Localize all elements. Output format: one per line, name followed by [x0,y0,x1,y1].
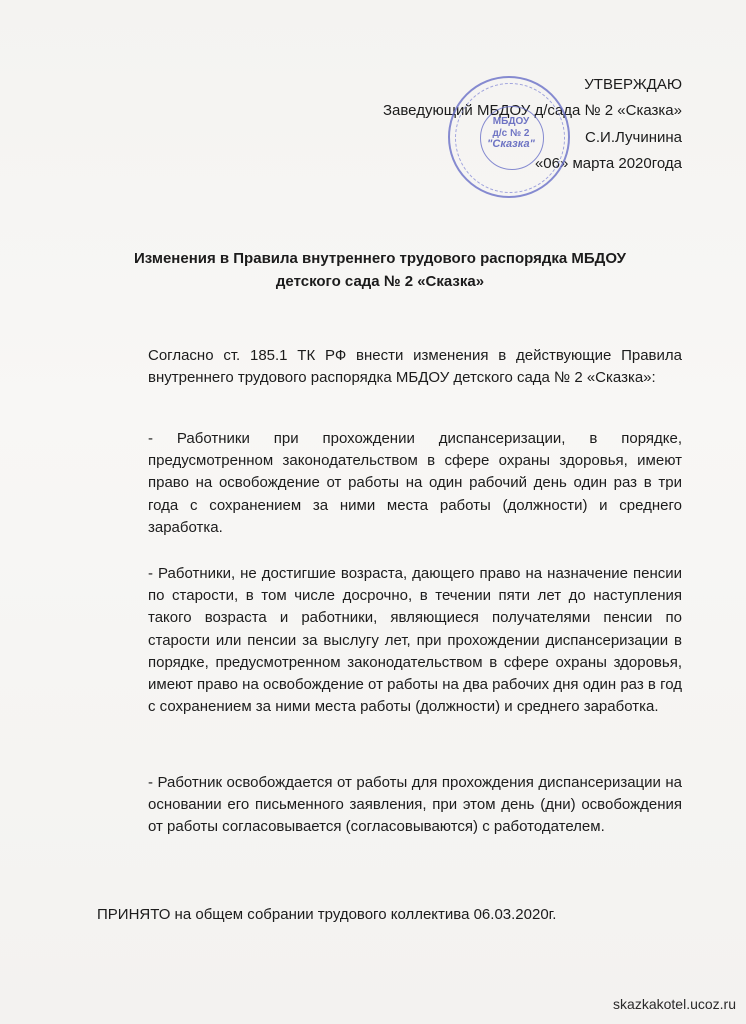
paragraph-item-3: - Работник освобождается от работы для прохождения диспансеризации на основании его письменного заявления, при этом день (дни) освобождения от работы согласовывается (согласовываются) с работодателем. [148,774,682,836]
stamp-school-name: "Сказка" [487,138,535,150]
document-title: Изменения в Правила внутреннего трудового распорядка МБДОУ детского сада № 2 «Сказка» [133,250,626,291]
approval-heading: УТВЕРЖДАЮ [584,76,682,93]
paragraph-intro: Согласно ст. 185.1 ТК РФ внести изменения в действующие Правила внутреннего трудового распорядка МБДОУ детского сада № 2 «Сказка»: [148,347,682,387]
official-stamp [448,76,570,198]
paragraph-item-2: - Работники, не достигшие возраста, дающего право на назначение пенсии по старости, в том числе досрочно, в течении пяти лет до наступления такого возраста и работники, являющиеся получателями пенсии по старости или пенсии за выслугу лет, при прохождении диспансеризации в порядке, предусмотренном законодательством в сфере охраны здоровья, имеют право на освобождение от работы на два рабочих дня один раз в год с сохранением за ними места работы (должности) и среднего заработка. [148,565,682,716]
approval-position: Заведующий МБДОУ д/сада № 2 «Сказка» [382,102,682,120]
approval-date: «06» марта 2020года [534,154,682,172]
website-watermark: skazkakotel.ucoz.ru [613,996,736,1012]
paragraph-item-1: - Работники при прохождении диспансеризации, в порядке, предусмотренном законодательством в сфере охраны здоровья, имеют право на освобождение от работы на один рабочий день один раз в три года с сохранением за ними места работы (должности) и среднего заработка. [148,430,682,536]
accepted-note: ПРИНЯТО на общем собрании трудового коллектива 06.03.2020г. [97,906,557,923]
approval-signer: С.И.Лучинина [585,128,682,146]
stamp-center-text: МБДОУ д/с № 2 [492,116,530,139]
